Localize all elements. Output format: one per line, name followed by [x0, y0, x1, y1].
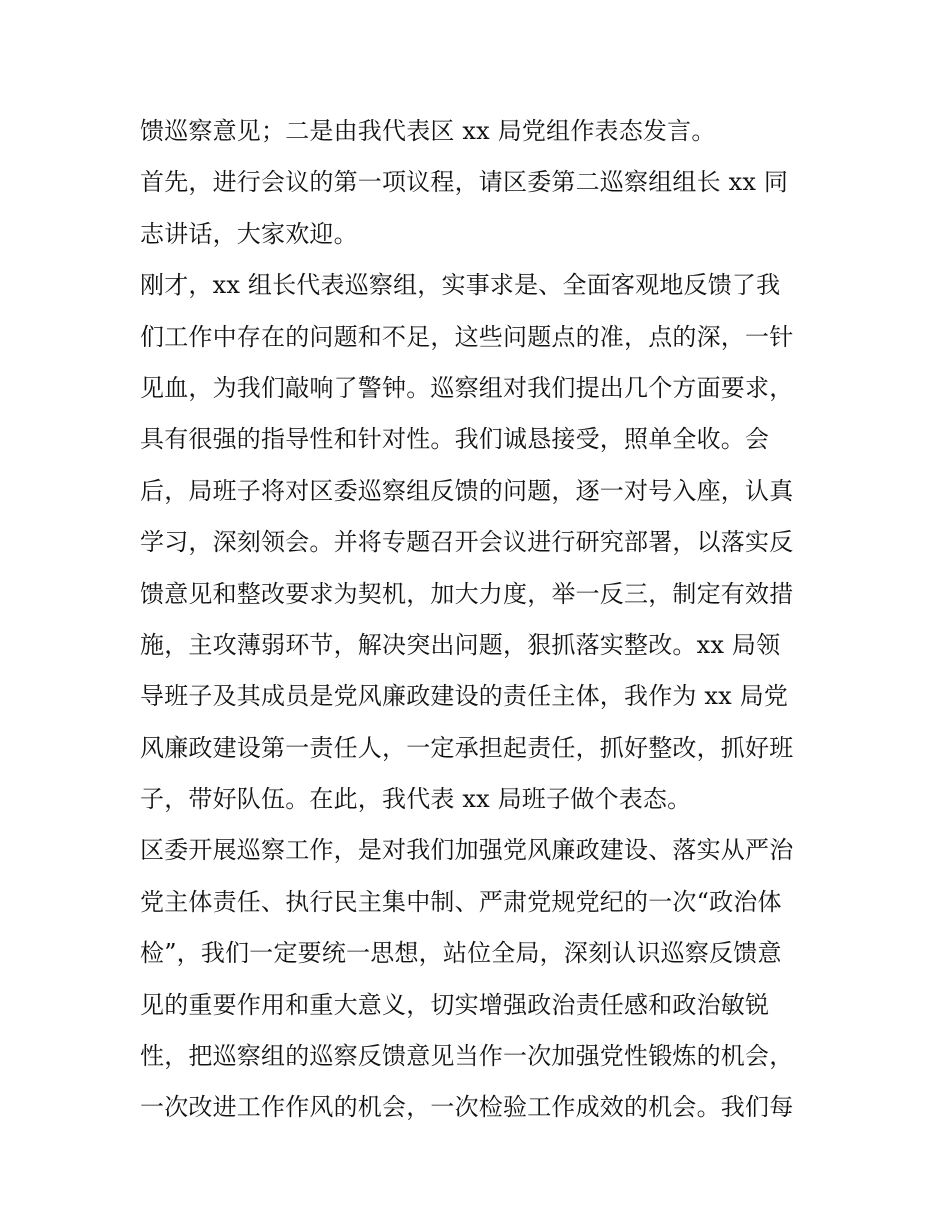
- text-line: 区委开展巡察工作，是对我们加强党风廉政建设、落实从严治: [140, 836, 794, 865]
- text-line: 见血，为我们敲响了警钟。巡察组对我们提出几个方面要求，: [140, 373, 794, 402]
- text-line: 检”，我们一定要统一思想，站位全局，深刻认识巡察反馈意: [140, 939, 782, 968]
- text-line: 馈巡察意见；二是由我代表区 xx 局党组作表态发言。: [140, 117, 716, 145]
- text-line: 导班子及其成员是党风廉政建设的责任主体，我作为 xx 局党: [140, 682, 789, 711]
- text-line: 子，带好队伍。在此，我代表 xx 局班子做个表态。: [140, 785, 692, 814]
- text-line: 后，局班子将对区委巡察组反馈的问题，逐一对号入座，认真: [140, 476, 794, 505]
- text-line: 一次改进工作作风的机会，一次检验工作成效的机会。我们每: [140, 1093, 794, 1122]
- text-line: 志讲话，大家欢迎。: [140, 219, 358, 248]
- text-line: 施，主攻薄弱环节，解决突出问题，狠抓落实整改。xx 局领: [140, 630, 781, 659]
- text-line: 见的重要作用和重大意义，切实增强政治责任感和政治敏锐: [140, 990, 770, 1019]
- text-line: 学习，深刻领会。并将专题召开会议进行研究部署，以落实反: [140, 528, 794, 557]
- text-line: 党主体责任、执行民主集中制、严肃党规党纪的一次“政治体: [140, 887, 782, 916]
- text-line: 风廉政建设第一责任人，一定承担起责任，抓好整改，抓好班: [140, 733, 794, 762]
- text-line: 们工作中存在的问题和不足，这些问题点的准，点的深，一针: [140, 322, 794, 351]
- text-line: 馈意见和整改要求为契机，加大力度，举一反三，制定有效措: [140, 579, 794, 608]
- document-body: [140, 106, 820, 1134]
- text-line: 首先，进行会议的第一项议程，请区委第二巡察组组长 xx 同: [140, 168, 789, 197]
- text-line: 刚才，xx 组长代表巡察组，实事求是、全面客观地反馈了我: [140, 271, 781, 300]
- text-line: 性，把巡察组的巡察反馈意见当作一次加强党性锻炼的机会，: [140, 1042, 794, 1071]
- text-line: 具有很强的指导性和针对性。我们诚恳接受，照单全收。会: [140, 425, 770, 454]
